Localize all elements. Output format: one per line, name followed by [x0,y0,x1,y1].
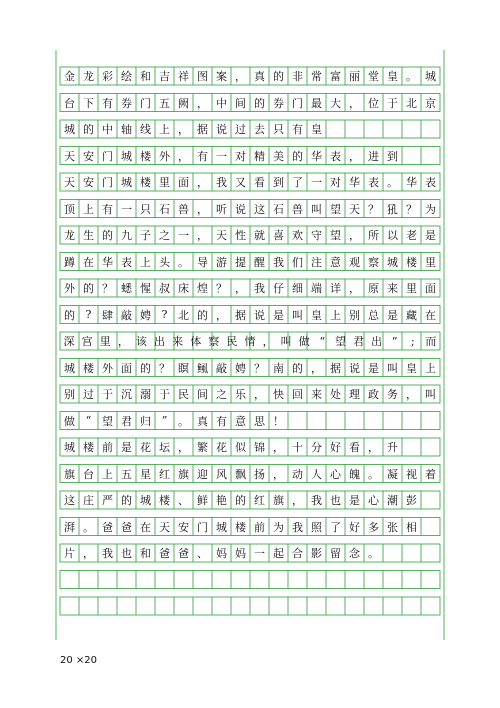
text-line: 天 安 门 城 楼 里 面 ， 我 又 看 到 了 一 对 华 表 。 华 表 [64,176,436,189]
text-line: 龙 生 的 九 子 之 一 ， 天 性 就 喜 欢 守 望 ， 所 以 老 是 [64,229,436,242]
text-line: 城 的 中 轴 线 上 ， 据 说 过 去 只 有 皇 [64,123,322,136]
text-line: 金 龙 彩 绘 和 吉 祥 图 案 ， 真 的 非 常 富 丽 堂 皇 。 城 [64,70,436,83]
text-line: 顶 上 有 一 只 石 兽 ， 听 说 这 石 兽 叫 望 天 ？ 犼 ？ 为 [64,202,436,216]
text-line: 的 ? 肆 敲 娉 ? 北 的 ， 据 说 是 叫 皇 上 别 总 是 藏 在 [64,308,436,322]
text-line: 旗 台 上 五 星 红 旗 迎 风 飘 扬 ， 动 人 心 魄 。 凝 视 着 [64,467,436,481]
text-line: 片 ， 我 也 和 爸 爸 、 妈 妈 一 起 合 影 留 念 。 [64,547,379,560]
text-line: 天 安 门 城 楼 外 ， 有 一 对 精 美 的 华 表 ， 进 到 [64,149,398,163]
text-line: 台 下 有 券 门 五 阙 ， 中 间 的 券 门 最 大 ， 位 于 北 京 [64,96,436,110]
text-line: 别 过 于 沉 溺 于 民 间 之 乐 ， 快 回 来 处 理 政 务 ， 叫 [64,388,436,401]
text-line: 城 楼 前 是 花 坛 ， 繁 花 似 锦 ， 十 分 好 看 ， 升 [64,441,398,454]
text-line: 深 宫 里 ， 该 出 来 体 察 民 情 ， 叫 做 “ 望 君 出 ” ; 而 [63,334,437,348]
text-line: 这 庄 严 的 城 楼 、 鲜 艳 的 红 旗 ， 我 也 是 心 潮 彭 [64,494,417,507]
text-line: 做 “ 望 君 归 ” 。 真 有 意 思 ！ [64,414,284,428]
grid-size-label: 20 ×20 [60,655,98,666]
text-line [60,597,440,615]
text-line: 外 的 ？ 蟋 惺 叔 床 煌 ？ ， 我 仔 细 端 详 ， 原 来 里 面 [64,282,436,295]
text-line: 城 楼 外 面 的 ？ 瞑 鲺 敲 娉 ？ 南 的 ， 据 说 是 叫 皇 上 [64,361,436,375]
text-line: 湃 。 爸 爸 在 天 安 门 城 楼 前 为 我 照 了 好 多 张 相 [64,520,417,534]
text-line [60,571,440,589]
text-line: 蹲 在 华 表 上 头 。 导 游 提 醒 我 们 注 意 观 察 城 楼 里 [64,255,436,269]
